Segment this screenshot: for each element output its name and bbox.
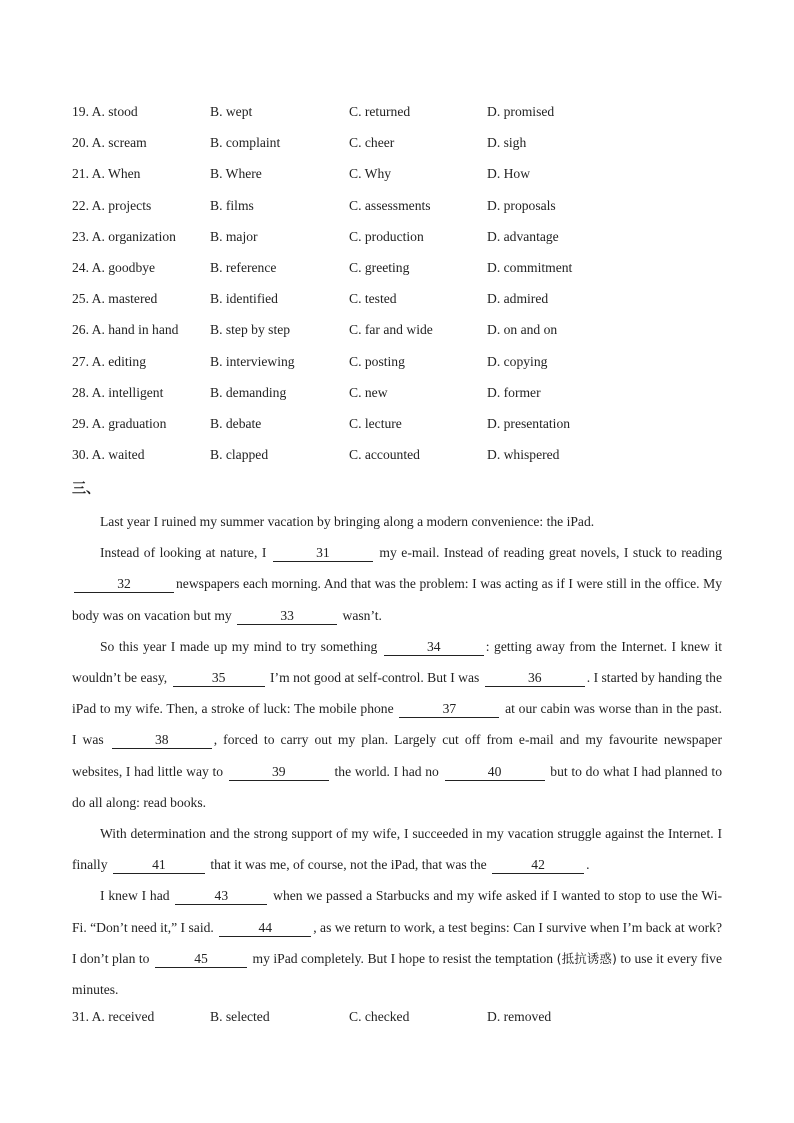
blank-33[interactable]: 33 [237,608,337,625]
option-d[interactable]: D. presentation [487,416,571,431]
option-a[interactable]: 27. A. editing [72,353,147,369]
option-b[interactable]: B. Where [210,166,262,182]
option-c[interactable]: C. returned [349,104,411,119]
paragraph-text: at our cabin was worse than in the past. I was [72,701,722,748]
blank-43[interactable]: 43 [175,888,267,905]
cloze-passage [72,506,722,1005]
paragraph-text: , as we return to work, a test begins: Can I survive when I’m back at work? I don’t plan to [72,919,723,966]
blank-36[interactable]: 36 [485,670,585,687]
paragraph-5 [72,880,722,1005]
blank-41[interactable]: 41 [113,857,205,874]
option-d[interactable]: D. former [487,384,541,400]
option-c[interactable]: C. new [349,384,388,400]
blank-40[interactable]: 40 [445,764,545,781]
blank-37[interactable]: 37 [399,701,499,718]
paragraph-text: I knew I had [100,888,170,904]
paragraph-4 [72,818,722,880]
option-b[interactable]: B. complaint [210,135,281,151]
option-d[interactable]: D. How [487,166,531,182]
option-b[interactable]: B. identified [210,291,278,307]
paragraph-text: my iPad completely. But I hope to resist the temptation [252,950,554,966]
option-b[interactable]: B. major [210,228,258,244]
option-d[interactable]: D. removed [487,1009,552,1024]
option-a[interactable]: 23. A. organization [72,228,176,244]
option-c[interactable]: C. lecture [349,416,402,431]
blank-44[interactable]: 44 [219,920,311,937]
option-d[interactable]: D. commitment [487,260,573,275]
paragraph-text: . [586,857,590,873]
option-c[interactable]: C. checked [349,1009,410,1024]
option-c[interactable]: C. greeting [349,260,410,275]
option-c[interactable]: C. production [349,228,424,244]
option-b[interactable]: B. demanding [210,384,287,400]
option-b[interactable]: B. wept [210,104,253,119]
blank-32[interactable]: 32 [74,576,174,593]
option-d[interactable]: D. sigh [487,135,527,151]
option-b[interactable]: B. films [210,197,254,213]
blank-31[interactable]: 31 [273,545,373,562]
option-c[interactable]: C. far and wide [349,322,433,338]
option-a[interactable]: 28. A. intelligent [72,384,164,400]
option-d[interactable]: D. proposals [487,197,556,213]
paragraph-text: , forced to carry out my plan. Largely cut off from e-mail and my favourite newspaper websites, I had little way to [72,732,722,779]
option-b[interactable]: B. reference [210,260,277,275]
option-c[interactable]: C. Why [349,166,392,182]
option-c[interactable]: C. cheer [349,135,395,151]
option-c[interactable]: C. assessments [349,197,431,213]
paragraph-text: With determination and the strong support of my wife, I succeeded in my vacation struggle against the Internet. I finally [72,826,722,873]
option-a[interactable]: 31. A. received [72,1009,155,1024]
option-d[interactable]: D. on and on [487,322,558,338]
paragraph-text: wasn’t. [342,607,382,623]
paragraph-3 [72,631,722,818]
paragraph-text: So this year I made up my mind to try something [100,638,378,654]
chinese-annotation: (抵抗诱惑) [556,950,617,966]
option-b[interactable]: B. interviewing [210,353,295,369]
option-d[interactable]: D. promised [487,104,555,119]
paragraph-text: . I started by handing the iPad to my wife. Then, a stroke of luck: The mobile phone [72,670,722,717]
blank-38[interactable]: 38 [112,732,212,749]
option-d[interactable]: D. admired [487,291,549,307]
option-a[interactable]: 21. A. When [72,166,141,182]
option-a[interactable]: 20. A. scream [72,135,147,151]
option-b[interactable]: B. debate [210,416,262,431]
blank-42[interactable]: 42 [492,857,584,874]
option-c[interactable]: C. tested [349,291,397,307]
option-d[interactable]: D. copying [487,353,548,369]
paragraph-text: newspapers each morning. And that was the problem: I was acting as if I were still in the office. My body was on vacation but my [72,576,722,623]
option-a[interactable]: 24. A. goodbye [72,260,156,275]
section-title: 三、 [72,481,100,497]
option-b[interactable]: B. clapped [210,447,269,463]
option-a[interactable]: 26. A. hand in hand [72,322,179,338]
option-a[interactable]: 25. A. mastered [72,291,158,307]
paragraph-text: that it was me, of course, not the iPad, that was the [210,857,487,873]
paragraph-text: : getting away from the Internet. I knew it wouldn’t be easy, [72,638,723,686]
blank-34[interactable]: 34 [384,639,484,656]
blank-45[interactable]: 45 [155,951,247,968]
option-a[interactable]: 19. A. stood [72,104,138,119]
paragraph-text: when we passed a Starbucks and my wife asked if I wanted to stop to use the Wi-Fi. “Don’t need it,” I said. [72,888,723,935]
paragraph-2 [72,537,722,631]
paragraph-text: Instead of looking at nature, I [100,545,267,561]
option-a[interactable]: 29. A. graduation [72,416,167,431]
option-a[interactable]: 22. A. projects [72,197,152,213]
option-a[interactable]: 30. A. waited [72,447,145,463]
option-b[interactable]: B. selected [210,1009,270,1024]
option-b[interactable]: B. step by step [210,322,291,338]
option-c[interactable]: C. accounted [349,447,420,463]
paragraph-text: my e-mail. Instead of reading great novels, I stuck to reading [379,545,722,561]
blank-35[interactable]: 35 [173,670,265,687]
option-d[interactable]: D. whispered [487,447,560,463]
paragraph-text: to use it every five minutes. [72,950,723,998]
paragraph-1 [72,506,722,537]
option-c[interactable]: C. posting [349,353,405,369]
option-d[interactable]: D. advantage [487,228,559,244]
blank-39[interactable]: 39 [229,764,329,781]
paragraph-text: I’m not good at self-control. But I was [270,670,480,686]
paragraph-text: but to do what I had planned to do all along: read books. [72,763,722,810]
paragraph-text: the world. I had no [334,763,439,779]
paragraph-text: Last year I ruined my summer vacation by bringing along a modern convenience: the iPad. [100,514,595,529]
